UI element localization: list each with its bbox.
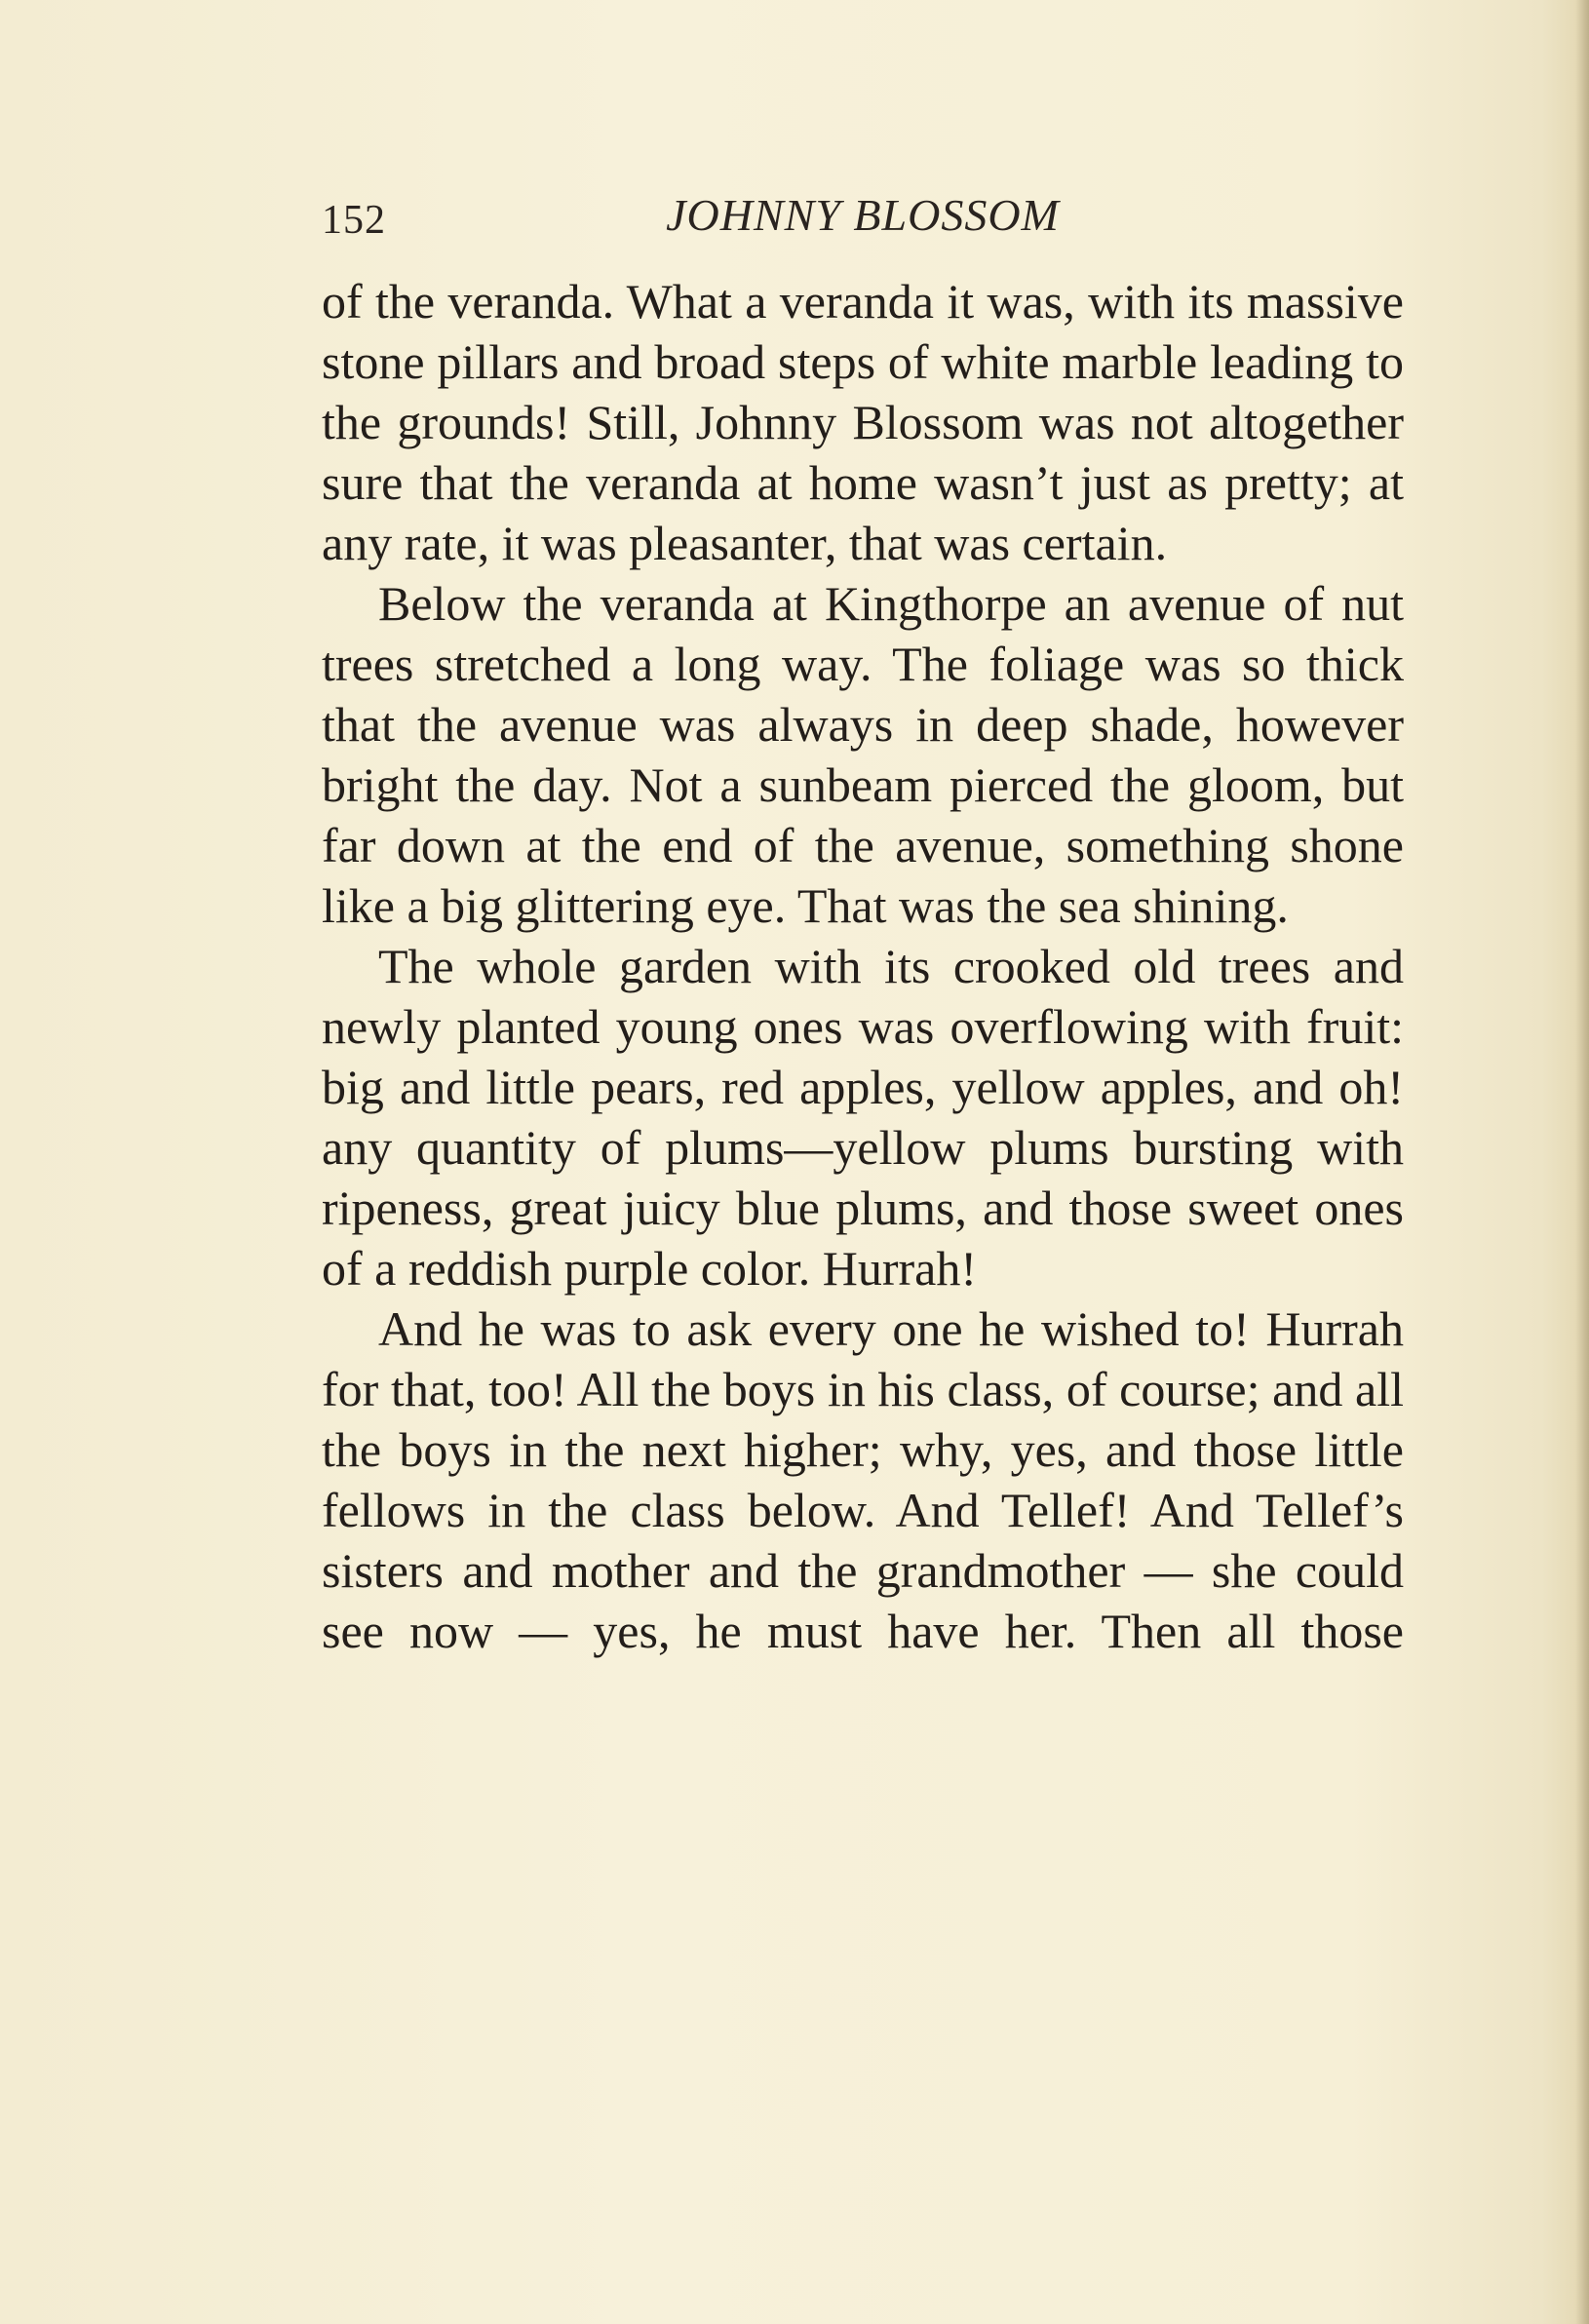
paragraph-1: of the veranda. What a veranda it was, with its massive stone pillars and broad steps of white marble leading to the grounds! Still, Johnny Blossom was not altogether sure that the veranda at home wasn’t just as pretty; at any rate, it was pleasanter, that was certain. bbox=[322, 274, 1404, 570]
running-head bbox=[322, 189, 1404, 248]
paragraph-4: And he was to ask every one he wished to! Hurrah for that, too! All the boys in his class, of course; and all the boys in the next higher; why, yes, and those little fellows in the class below. And Tellef! And Tellef’s sisters and mother and the grandmother — she could see now — yes, he must have her. Then all those bbox=[322, 1301, 1404, 1658]
body-text bbox=[322, 271, 1404, 1661]
paragraph-3: The whole garden with its crooked old trees and newly planted young ones was overflowing with fruit: big and little pears, red apples, yellow apples, and oh! any quantity of plums—yellow plums bursting with ripeness, great juicy blue plums, and those sweet ones of a reddish purple color. Hurrah! bbox=[322, 939, 1404, 1296]
page-edge-shadow bbox=[1575, 0, 1589, 2324]
paragraph-2: Below the veranda at Kingthorpe an avenue of nut trees stretched a long way. The foliage was so thick that the avenue was always in deep shade, however bright the day. Not a sunbeam pierced the gloom, but far down at the end of the avenue, something shone like a big glittering eye. That was the sea shining. bbox=[322, 576, 1404, 933]
page-number: 152 bbox=[322, 198, 386, 243]
book-title: JOHNNY BLOSSOM bbox=[666, 190, 1060, 240]
